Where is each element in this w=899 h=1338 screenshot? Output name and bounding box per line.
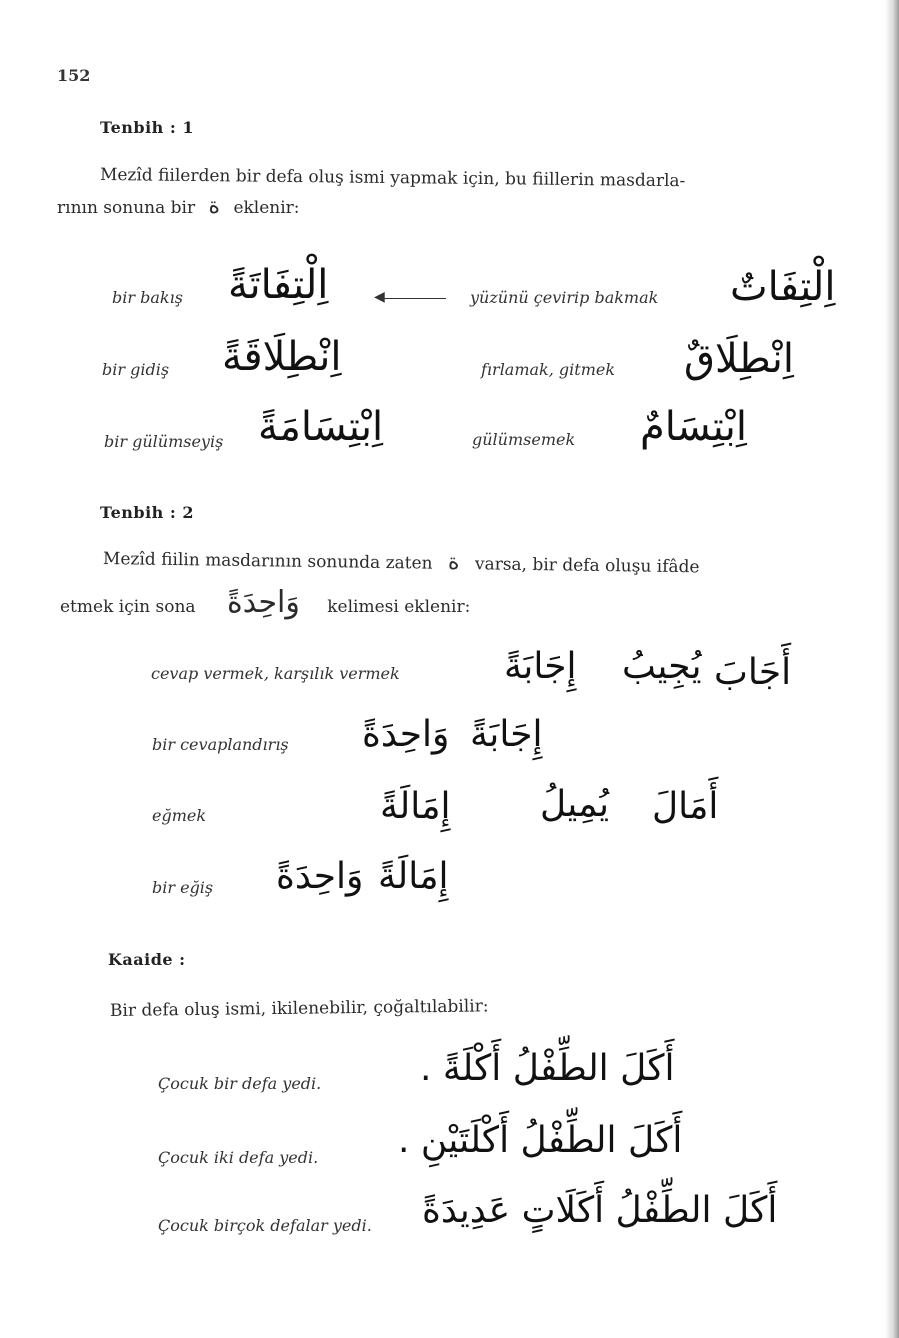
- tenbih2-row4-ar-1: إِمَالَةً: [378, 856, 449, 897]
- tenbih1-text-line2-pre: rının sonuna bir: [57, 198, 196, 218]
- tenbih2-text-line2: [60, 585, 471, 620]
- tenbih2-row2-ar-2: وَاحِدَةً: [362, 714, 450, 755]
- tenbih2-row1-ar-3: إِجَابَةً: [504, 646, 577, 687]
- tenbih2-vahide: وَاحِدَةً: [226, 585, 300, 620]
- tenbih1-row1-tr-left: bir bakış: [112, 288, 183, 307]
- tenbih2-row4-tr: bir eğiş: [152, 878, 214, 897]
- kaaide-row1-tr: Çocuk bir defa yedi.: [158, 1074, 322, 1093]
- tenbih2-row1-ar-2: يُجِيبُ: [622, 646, 702, 687]
- kaaide-text: Bir defa oluş ismi, ikilenebilir, çoğaltılabilir:: [109, 996, 489, 1021]
- tenbih1-row1-tr-right: yüzünü çevirip bakmak: [470, 288, 659, 307]
- tenbih2-row2-ar-1: إِجَابَةً: [470, 714, 543, 755]
- tenbih2-row1-tr: cevap vermek, karşılık vermek: [151, 664, 400, 683]
- tenbih1-row2-ar-left: اِنْطِلَاقَةً: [222, 334, 342, 380]
- tenbih1-row1-ar-right: اِلْتِفَاتٌ: [730, 264, 836, 310]
- tenbih1-text-line1: Mezîd fiilerden bir defa oluş ismi yapmak için, bu fiillerin masdarla-: [99, 165, 686, 192]
- tenbih2-row3-ar-2: يُمِيلُ: [540, 784, 609, 825]
- kaaide-row2-ar: أَكَلَ الطِّفْلُ أَكْلَتَيْنِ .: [398, 1120, 683, 1161]
- kaaide-row3-ar: أَكَلَ الطِّفْلُ أَكَلَاتٍ عَدِيدَةً: [422, 1190, 778, 1231]
- kaaide-row2-tr: Çocuk iki defa yedi.: [158, 1148, 319, 1167]
- tenbih1-row3-ar-left: اِبْتِسَامَةً: [258, 404, 384, 450]
- tenbih1-row2-ar-right: اِنْطِلَاقٌ: [684, 336, 794, 382]
- tenbih1-row1-ar-left: اِلْتِفَاتَةً: [228, 262, 329, 308]
- tenbih2-row3-tr: eğmek: [152, 806, 207, 825]
- tenbih2-row3-ar-3: إِمَالَةً: [380, 786, 451, 827]
- tenbih1-text-line2: [57, 194, 300, 221]
- tenbih2-text-line2-pre: etmek için sona: [60, 597, 196, 617]
- tenbih2-row4-ar-2: وَاحِدَةً: [276, 856, 364, 897]
- tenbih2-text-line1-post: varsa, bir defa oluşu ifâde: [474, 554, 700, 578]
- tenbih1-text-line2-post: eklenir:: [233, 198, 300, 218]
- tenbih2-row3-ar-1: أَمَالَ: [652, 786, 719, 827]
- kaaide-row1-ar: أَكَلَ الطِّفْلُ أَكْلَةً .: [420, 1048, 675, 1089]
- kaaide-heading: Kaaide :: [108, 950, 186, 969]
- tenbih2-heading: Tenbih : 2: [100, 503, 194, 522]
- tenbih1-row3-tr-right: gülümsemek: [472, 430, 576, 449]
- kaaide-row3-tr: Çocuk birçok defalar yedi.: [158, 1216, 372, 1235]
- tenbih1-row3-ar-right: اِبْتِسَامٌ: [640, 404, 747, 450]
- tenbih1-ta-marbuta: ة: [208, 194, 221, 219]
- tenbih2-text-line2-post: kelimesi eklenir:: [327, 597, 471, 617]
- tenbih1-row2-tr-right: fırlamak, gitmek: [481, 360, 616, 379]
- tenbih1-row3-tr-left: bir gülümseyiş: [104, 432, 224, 451]
- page-edge-shadow: [885, 0, 899, 1338]
- tenbih2-row1-ar-1: أَجَابَ: [714, 652, 792, 693]
- page-number: 152: [57, 66, 91, 85]
- tenbih2-text-line1: [103, 545, 700, 580]
- tenbih2-row2-tr: bir cevaplandırış: [152, 735, 289, 754]
- arrow-left-icon: ◀: [374, 289, 385, 305]
- tenbih2-ta-marbuta: ة: [447, 549, 460, 575]
- arrow-line: [384, 298, 446, 299]
- tenbih2-text-line1-pre: Mezîd fiilin masdarının sonunda zaten: [102, 549, 433, 574]
- tenbih1-heading: Tenbih : 1: [100, 118, 194, 137]
- tenbih1-row2-tr-left: bir gidiş: [102, 360, 170, 379]
